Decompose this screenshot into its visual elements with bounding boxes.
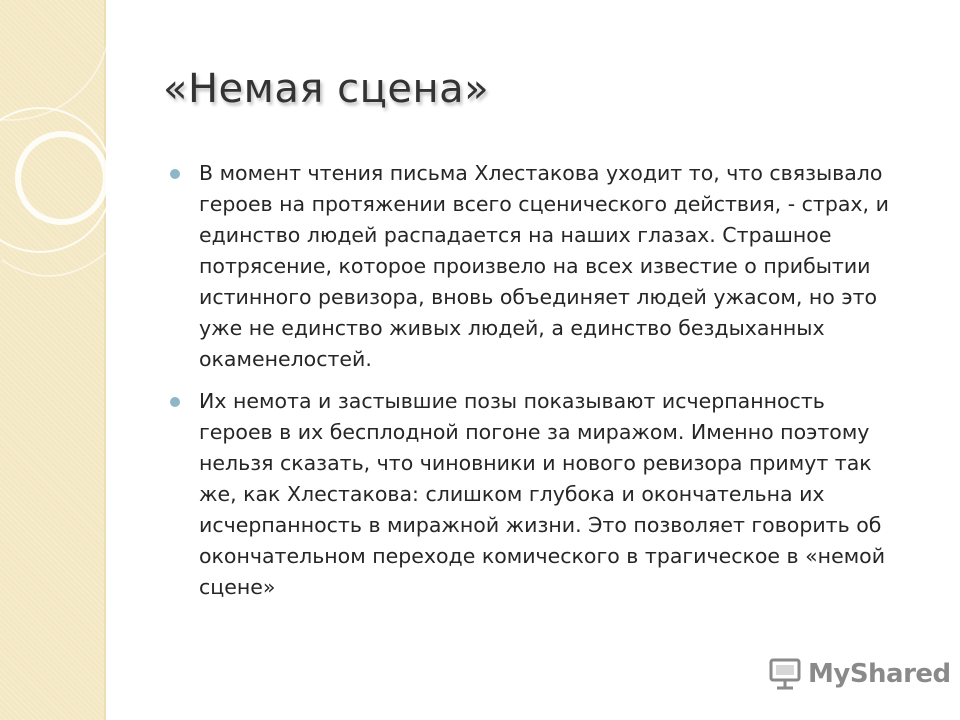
bullet-text-line: уже не единство живых людей, а единство бездыханных xyxy=(199,316,825,340)
bullet-text-line: исчерпанность в миражной жизни. Это позволяет говорить об xyxy=(199,513,882,537)
decor-circle-middle xyxy=(18,134,106,222)
presentation-board-icon xyxy=(768,657,802,691)
bullet-text-line: Их немота и застывшие позы показывают исчерпанность xyxy=(199,389,825,413)
decorative-circles xyxy=(0,0,180,720)
decor-arc-lower xyxy=(2,240,120,276)
watermark-text: MyShared xyxy=(808,659,951,689)
bullet-text-line: героев на протяжении всего сценического действия, - страх, и xyxy=(199,192,889,216)
slide-title: «Немая сцена» xyxy=(163,66,490,112)
bullet-list xyxy=(170,158,915,614)
bullet-text-line: потрясение, которое произвело на всех известие о прибытии xyxy=(199,254,871,278)
bullet-dot-icon xyxy=(170,169,180,179)
bullet-dot-icon xyxy=(170,397,180,407)
bullet-text-line: окаменелостей. xyxy=(199,347,372,371)
bullet-text-line: сцене» xyxy=(199,575,276,599)
bullet-item xyxy=(170,386,915,603)
bullet-text-line: же, как Хлестакова: слишком глубока и окончательна их xyxy=(199,482,825,506)
bullet-text-line: нельзя сказать, что чиновники и нового ревизора примут так xyxy=(199,451,872,475)
bullet-text-line: истинного ревизора, вновь объединяет людей ужасом, но это xyxy=(199,285,878,309)
mysharedwatermark xyxy=(768,654,951,694)
bullet-text-line: единство людей распадается на наших глазах. Страшное xyxy=(199,223,832,247)
bullet-text-line: окончательном переходе комического в трагическое в «немой xyxy=(199,544,886,568)
decor-circle-top xyxy=(0,0,110,120)
bullet-item xyxy=(170,158,915,375)
bullet-text-line: героев в их бесплодной погоне за миражом. Именно поэтому xyxy=(199,420,870,444)
bullet-text-line: В момент чтения письма Хлестакова уходит то, что связывало xyxy=(199,161,883,185)
